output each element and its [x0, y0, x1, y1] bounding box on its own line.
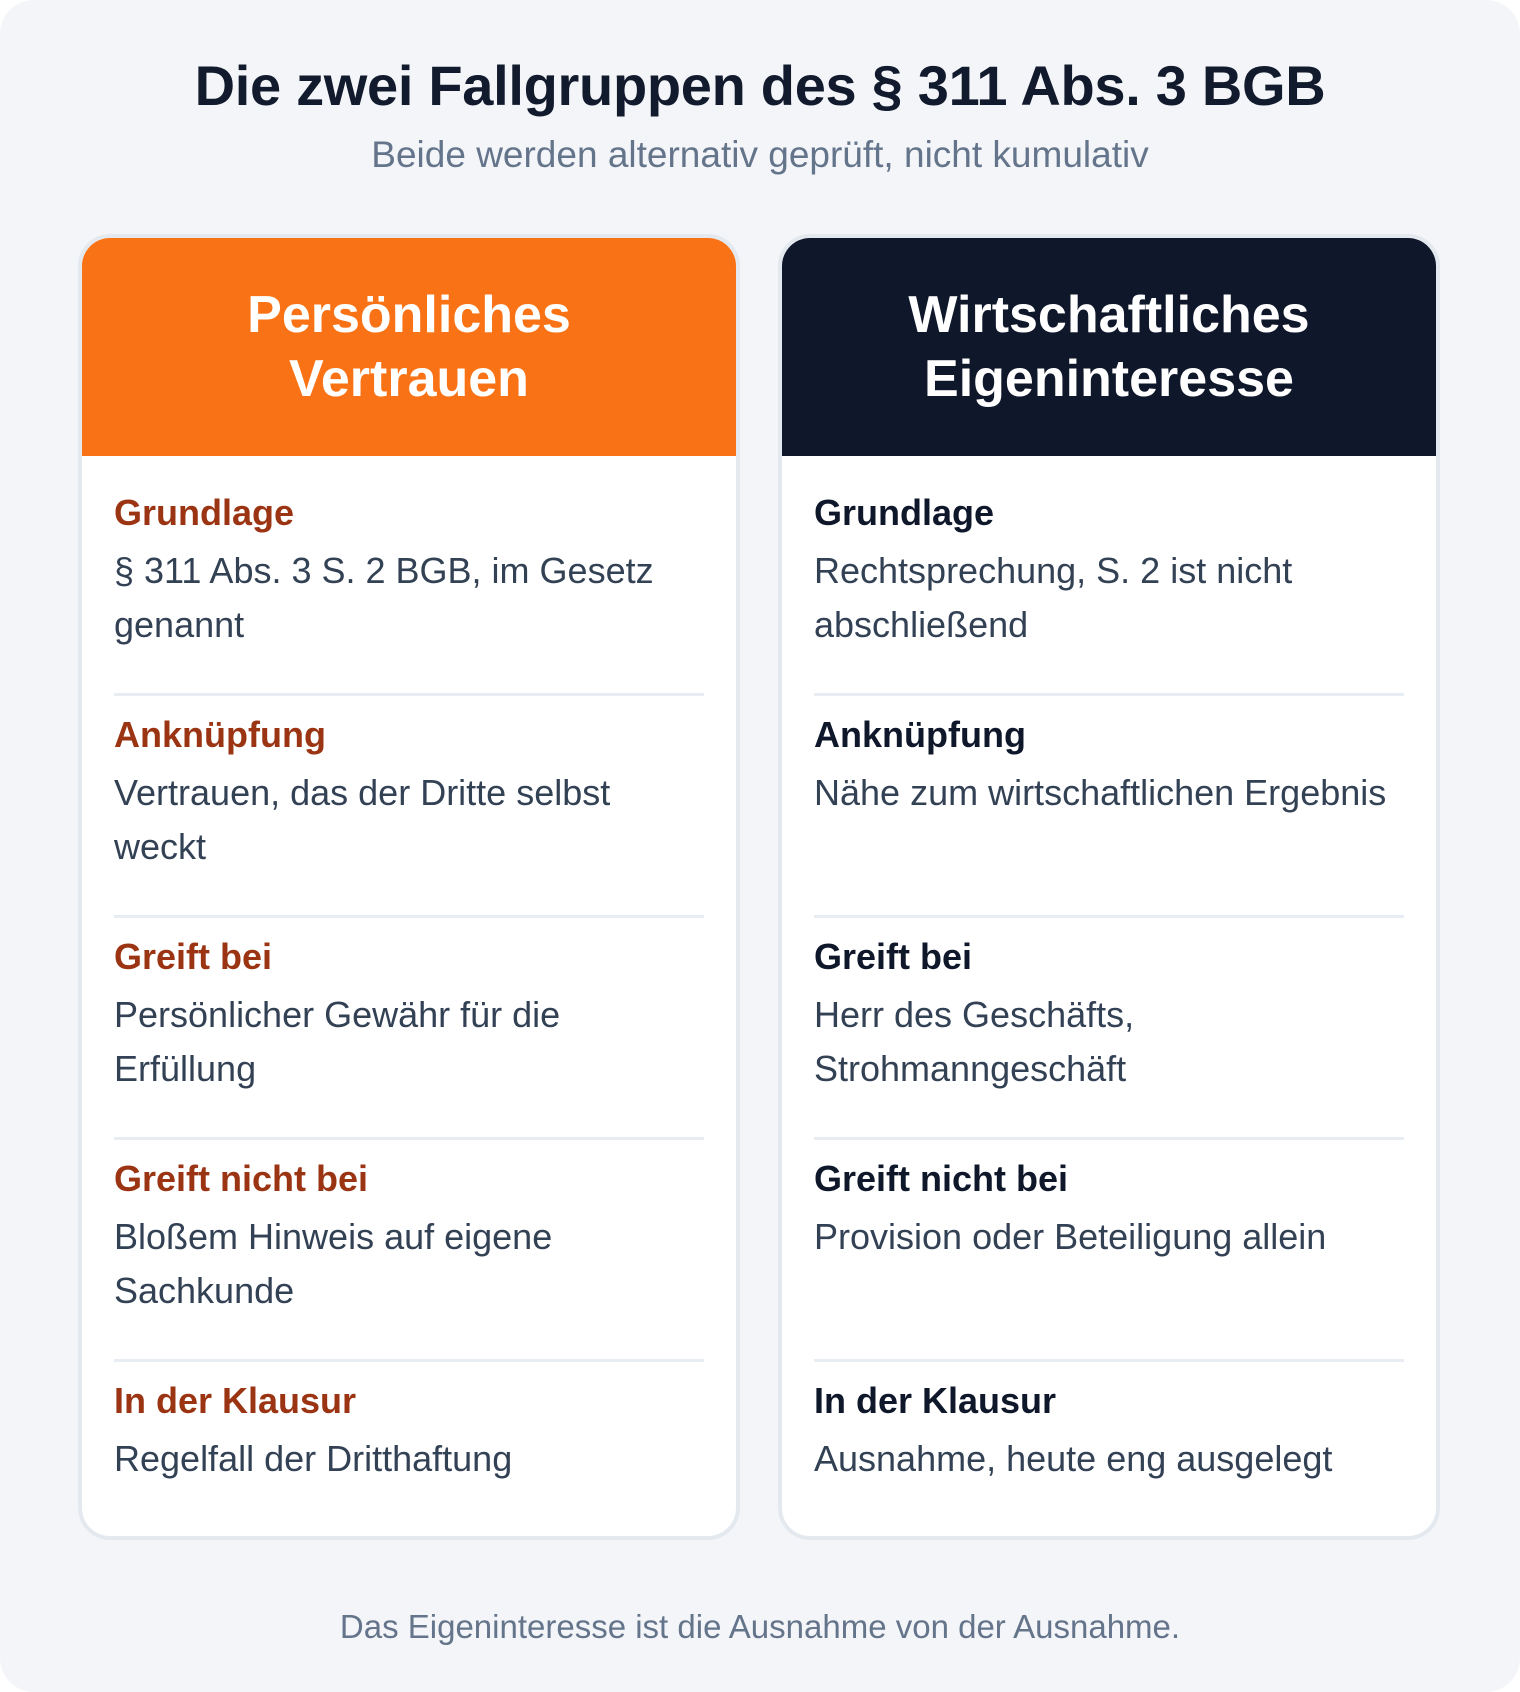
row-greift-bei: [814, 918, 1404, 1140]
row-text: Herr des Geschäfts, Strohmanngeschäft: [814, 994, 1135, 1089]
row-greift-nicht-bei: [814, 1140, 1404, 1362]
row-grundlage: [114, 474, 704, 696]
row-text: Ausnahme, heute eng ausgelegt: [814, 1438, 1333, 1479]
row-greift-nicht-bei: [114, 1140, 704, 1362]
row-in-der-klausur: [814, 1362, 1404, 1540]
row-label: Greift nicht bei: [114, 1158, 369, 1199]
page-title: Die zwei Fallgruppen des § 311 Abs. 3 BGB: [194, 54, 1326, 117]
row-text: Persönlicher Gewähr für die Erfüllung: [114, 994, 561, 1089]
card-body: [82, 456, 736, 1540]
row-grundlage: [814, 474, 1404, 696]
row-text: Rechtsprechung, S. 2 ist nicht abschließend: [814, 550, 1293, 645]
row-label: Greift bei: [814, 936, 973, 977]
card-wirtschaftliches-eigeninteresse: [778, 234, 1440, 1540]
card-header: [82, 238, 736, 456]
row-label: Grundlage: [814, 492, 995, 533]
page-subtitle: Beide werden alternativ geprüft, nicht kumulativ: [371, 134, 1149, 175]
row-label: Anknüpfung: [814, 714, 1026, 755]
row-anknuepfung: [814, 696, 1404, 918]
header: [0, 52, 1520, 178]
row-in-der-klausur: [114, 1362, 704, 1540]
row-label: In der Klausur: [814, 1380, 1057, 1421]
row-label: Greift nicht bei: [814, 1158, 1069, 1199]
row-text: Nähe zum wirtschaftlichen Ergebnis: [814, 772, 1387, 813]
row-text: Vertrauen, das der Dritte selbst weckt: [114, 772, 611, 867]
row-text: Provision oder Beteiligung allein: [814, 1216, 1327, 1257]
card-header: [782, 238, 1436, 456]
row-text: Bloßem Hinweis auf eigene Sachkunde: [114, 1216, 553, 1311]
row-label: Greift bei: [114, 936, 273, 977]
row-text: § 311 Abs. 3 S. 2 BGB, im Gesetz genannt: [114, 550, 654, 645]
row-greift-bei: [114, 918, 704, 1140]
card-title: Persönliches Vertrauen: [247, 286, 571, 408]
row-label: Grundlage: [114, 492, 295, 533]
footnote: Das Eigeninteresse ist die Ausnahme von der Ausnahme.: [339, 1608, 1181, 1645]
row-anknuepfung: [114, 696, 704, 918]
card-body: [782, 456, 1436, 1540]
card-persoenliches-vertrauen: [78, 234, 740, 1540]
row-label: Anknüpfung: [114, 714, 326, 755]
card-title: Wirtschaftliches Eigeninteresse: [908, 286, 1310, 408]
row-text: Regelfall der Dritthaftung: [114, 1438, 513, 1479]
row-label: In der Klausur: [114, 1380, 357, 1421]
